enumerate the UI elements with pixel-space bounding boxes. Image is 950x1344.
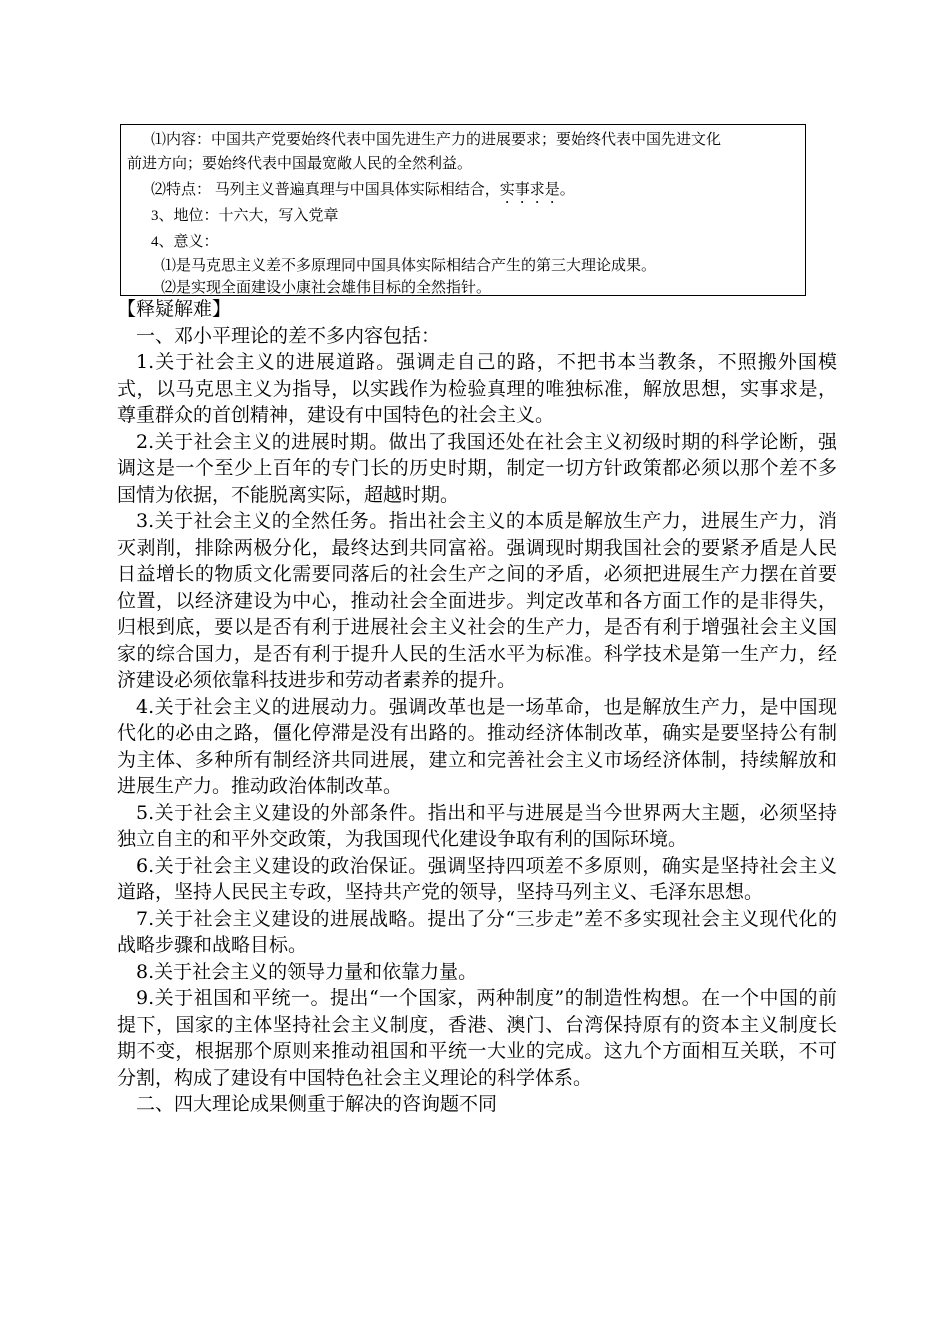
section-title: 【释疑解难】 (117, 298, 232, 320)
main-text (117, 296, 837, 1118)
feature-end: 。 (559, 182, 575, 198)
part1-title: 一、邓小平理论的差不多内容包括： (136, 324, 441, 347)
emphasized-text: 实事求是 (499, 182, 560, 198)
list-item: 5.关于社会主义建设的外部条件。指出和平与进展是当今世界两大主题，必须坚持独立自主的和平外交政策，为我国现代化建设争取有利的国际环境。 (117, 801, 837, 850)
part2-title: 二、四大理论成果侧重于解决的咨询题不同 (136, 1093, 498, 1115)
list-item: 4.关于社会主义的进展动力。强调改革也是一场革命，也是解放生产力，是中国现代化的必由之路，僵化停滞是没有出路的。推动经济体制改革，确实是要坚持公有制为主体、多种所有制经济共同进展，建立和完善社会主义市场经济体制，持续解放和进展生产力。推动政治体制改革。 (117, 695, 837, 797)
list-item: 3.关于社会主义的全然任务。指出社会主义的本质是解放生产力，进展生产力，消灭剥削，排除两极分化，最终达到共同富裕。强调现时期我国社会的要紧矛盾是人民日益增长的物质文化需要同落后的社会生产之间的矛盾，必须把进展生产力摆在首要位置，以经济建设为中心，推动社会全面进步。判定改革和各方面工作的是非得失，归根到底，要以是否有利于进展社会主义社会的生产力，是否有利于增强社会主义国家的综合国力，是否有利于提升人民的生活水平为标准。科学技术是第一生产力，经济建设必须依靠科技进步和劳动者素养的提升。 (117, 510, 837, 691)
content-line-2: 前进方向；要始终代表中国最宽敞人民的全然利益。 (127, 156, 473, 172)
list-item: 7.关于社会主义建设的进展战略。提出了分“三步走”差不多实现社会主义现代化的战略步骤和战略目标。 (117, 907, 837, 956)
significance-item-1: ⑴是马克思主义差不多原理同中国具体实际相结合产生的第三大理论成果。 (161, 258, 657, 274)
list-item: 2.关于社会主义的进展时期。做出了我国还处在社会主义初级时期的科学论断，强调这是一个至少上百年的专门长的历史时期，制定一切方针政策都必须以那个差不多国情为依据，不能脱离实际，超越时期。 (117, 430, 837, 506)
list-item: 8.关于社会主义的领导力量和依靠力量。 (136, 960, 478, 983)
summary-box (120, 124, 806, 296)
list-item: 1.关于社会主义的进展道路。强调走自己的路，不把书本当教条，不照搬外国模式，以马克思主义为指导，以实践作为检验真理的唯独标准，解放思想，实事求是，尊重群众的首创精神，建设有中国特色的社会主义。 (117, 351, 837, 426)
list-item: 6.关于社会主义建设的政治保证。强调坚持四项差不多原则，确实是坚持社会主义道路，坚持人民民主专政，坚持共产党的领导，坚持马列主义、毛泽东思想。 (117, 854, 837, 903)
list-item: 9.关于祖国和平统一。提出“一个国家，两种制度”的制造性构想。在一个中国的前提下，国家的主体坚持社会主义制度，香港、澳门、台湾保持原有的资本主义制度长期不变，根据那个原则来推动祖国和平统一大业的完成。这九个方面相互关联，不可分割，构成了建设有中国特色社会主义理论的科学体系。 (117, 987, 837, 1089)
status-line: 3、地位：十六大，写入党章 (151, 208, 339, 224)
significance-item-2: ⑵是实现全面建设小康社会雄伟目标的全然指针。 (161, 280, 492, 296)
content-line-1: ⑴内容：中国共产党要始终代表中国先进生产力的进展要求；要始终代表中国先进文化 (151, 132, 722, 148)
significance-heading: 4、意义： (151, 234, 219, 250)
feature-text: ⑵特点： 马列主义普遍真理与中国具体实际相结合， (151, 182, 500, 198)
